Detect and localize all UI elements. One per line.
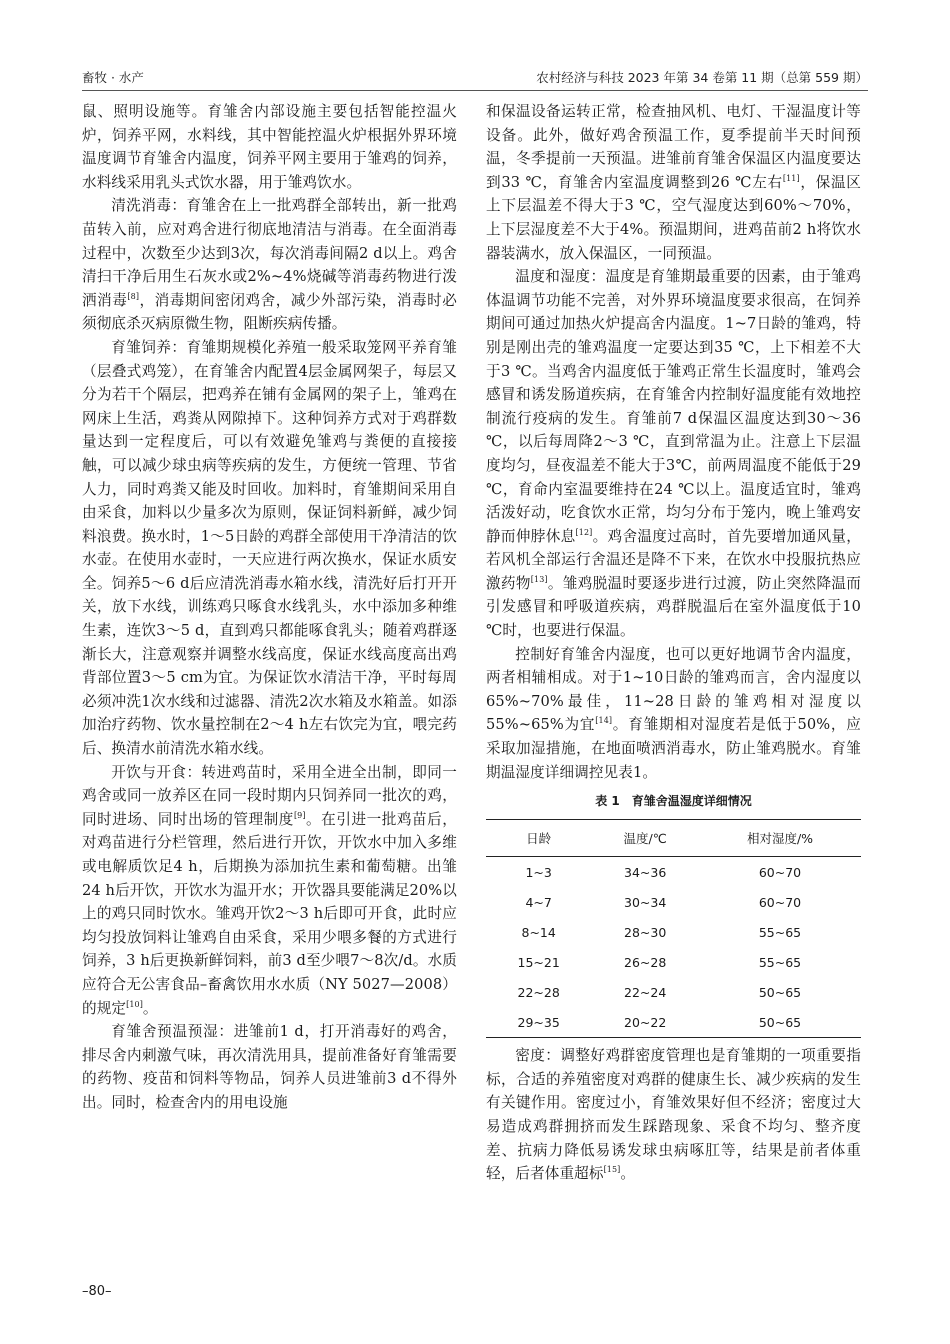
table-cell: 30~34	[624, 894, 667, 910]
temperature-humidity-table	[486, 819, 861, 1038]
table-cell: 8~14	[521, 924, 556, 940]
table-cell: 22~24	[624, 984, 667, 1000]
paragraph-text: 。育雏期相对湿度若是低于50%，应采取加湿措施，在地面喷洒消毒水，防止雏鸡脱水。育雏期温湿度详细调控见表1。	[486, 716, 861, 781]
paragraph-preheating: 育雏舍预温预湿：进雏前1 d，打开消毒好的鸡舍，排尽舍内刺激气味，再次清洗用具，提前准备好育雏需要的药物、疫苗和饲料等物品，饲养人员进雏前3 d不得外出。同时，检查舍内的用电设施	[82, 1023, 457, 1111]
table-cell: 4~7	[525, 894, 552, 910]
paragraph-preheating-cont	[486, 100, 861, 265]
table-cell: 60~70	[758, 864, 802, 880]
table-cell: 28~30	[624, 924, 667, 940]
table-cell: 55~65	[758, 924, 802, 940]
citation-14: [14]	[595, 716, 613, 726]
table-row	[486, 1007, 861, 1038]
table-row	[486, 977, 861, 1007]
paragraph-text: 控制好育雏舍内湿度，也可以更好地调节舍内温度，两者相辅相成。对于1~10日龄的雏鸡而言，舍内湿度以65%~70%最佳，11~28日龄的雏鸡相对湿度以55%~65%为宜	[486, 645, 861, 734]
table-cell: 60~70	[758, 894, 802, 910]
citation-9: [9]	[293, 810, 306, 820]
table-cell: 50~65	[758, 984, 802, 1000]
citation-8: [8]	[127, 291, 140, 301]
paragraph-brooding: 育雏饲养：育雏期规模化养殖一般采取笼网平养育雏（层叠式鸡笼），在育雏舍内配置4层金属网架子，每层又分为若干个隔层，把鸡养在铺有金属网的架子上，雏鸡在网床上生活，鸡粪从网隙掉下。这种饲养方式对于鸡群数量达到一定程度后，可以有效避免雏鸡与粪便的直接接触，可以减少球虫病等疾病的发生，方便统一管理、节省人力，同时鸡粪又能及时回收。加料时，育雏期间采用自由采食，加料以少量多次为原则，保证饲料新鲜，减少饲料浪费。换水时，1～5日龄的鸡群全部使用干净清洁的饮水壶。在使用水壶时，一天应进行两次换水，保证水质安全。饲养5～6 d后应清洗消毒水箱水线，清洗好后打开开关，放下水线，训练鸡只啄食水线乳头，水中添加多种维生素，连饮3～5 d，直到鸡只都能啄食乳头；随着鸡群逐渐长大，注意观察并调整水线高度，保证水线高度高出鸡背部位置3～5 cm为宜。为保证饮水清洁干净，平时每周必须冲洗1次水线和过滤器、清洗2次水箱及水箱盖。如添加治疗药物、饮水量控制在2～4 h左右饮完为宜，喂完药后、换清水前清洗水箱水线。	[82, 338, 457, 758]
citation-11: [11]	[782, 173, 800, 183]
paragraph-temperature	[486, 265, 861, 643]
paragraph-text: 密度：调整好鸡群密度管理也是育雏期的一项重要指标，合适的养殖密度对鸡群的健康生长、减少疾病的发生有关键作用。密度过小，育雏效果好但不经济；密度过大易造成鸡群拥挤而发生踩踏现象、采食不均匀、整齐度差、抗病力降低易诱发球虫病啄肛等，结果是前者体重轻，后者体重超标	[486, 1047, 861, 1183]
right-column	[486, 100, 861, 1186]
paragraph-text: 开饮与开食：转进鸡苗时，采用全进全出制，即同一鸡舍或同一放养区在同一段时期内只饲养同一批次的鸡，同时进场、同时出场的管理制度	[82, 763, 457, 828]
paragraph-text: ，消毒期间密闭鸡舍，减少外部污染，消毒时必须彻底杀灭病原微生物，阻断疾病传播。	[82, 291, 457, 333]
column-header: 相对湿度/%	[699, 820, 861, 857]
paragraph-text: ，保温区上下层温差不得大于3 ℃，空气湿度达到60%～70%，上下层湿度差不大于4%。预温期间，进鸡苗前2 h将饮水器装满水，放入保温区，一同预温。	[486, 173, 861, 262]
column-header: 温度/℃	[591, 820, 699, 857]
paragraph-density	[486, 1044, 861, 1186]
table-header-row	[486, 820, 861, 857]
table-cell: 34~36	[624, 864, 667, 880]
paragraph-first-feeding	[82, 761, 457, 1021]
table-row	[486, 947, 861, 977]
table-cell: 50~65	[699, 1007, 861, 1038]
citation-13: [13]	[530, 574, 548, 584]
paragraph-text: 和保温设备运转正常，检查抽风机、电灯、干湿温度计等设备。此外，做好鸡舍预温工作，夏季提前半天时间预温，冬季提前一天预温。进雏前育雏舍保温区内温度要达到33 ℃，育雏舍内室温度调整到26 ℃左右	[486, 103, 861, 191]
paragraph-text: 。	[142, 999, 158, 1017]
table-row	[486, 917, 861, 947]
table-cell: 22~28	[517, 984, 560, 1000]
table-row	[486, 887, 861, 917]
paragraph-text: 。在引进一批鸡苗后，对鸡苗进行分栏管理，然后进行开饮，开饮水中加入多维或电解质饮足4 h，后期换为添加抗生素和葡萄糖。出雏24 h后开饮，开饮水为温开水；开饮器具要能满足20%以上的鸡只同时饮水。雏鸡开饮2～3 h后即可开食，此时应均匀投放饲料让雏鸡自由采食，采用少喂多餐的方式进行饲养，3 h后更换新鲜饲料，前3 d至少喂7～8次/d。水质应符合无公害食品–畜禽饮用水水质（NY 5027—2008）的规定	[82, 810, 457, 1017]
table-cell: 15~21	[517, 954, 560, 970]
table-cell: 26~28	[624, 954, 667, 970]
paragraph-facilities-cont: 鼠、照明设施等。育雏舍内部设施主要包括智能控温火炉，饲养平网，水料线，其中智能控温火炉根据外界环境温度调节育雏舍内温度，饲养平网主要用于雏鸡的饲养，水料线采用乳头式饮水器，用于雏鸡饮水。	[82, 103, 457, 191]
table-row	[486, 857, 861, 888]
paragraph-text: 。雏鸡脱温时要逐步进行过渡，防止突然降温而引发感冒和呼吸道疾病，鸡群脱温后在室外温度低于10 ℃时，也要进行保温。	[486, 574, 861, 640]
table-caption: 表 1 育雏舍温湿度详细情况	[595, 794, 752, 809]
page-number: –80–	[82, 1284, 112, 1299]
paragraph-text: 。	[620, 1165, 636, 1183]
left-column	[82, 100, 457, 1115]
paragraph-humidity	[486, 643, 861, 785]
table-cell: 55~65	[758, 954, 802, 970]
paragraph-cleaning	[82, 194, 457, 336]
column-header: 日龄	[486, 820, 591, 857]
citation-15: [15]	[603, 1165, 621, 1175]
paragraph-text: 。鸡舍温度过高时，首先要增加通风量，若风机全部运行舍温还是降不下来，在饮水中投服抗热应激药物	[486, 527, 861, 592]
table-cell: 1~3	[525, 864, 552, 880]
paragraph-text: 清洗消毒：育雏舍在上一批鸡群全部转出，新一批鸡苗转入前，应对鸡舍进行彻底地清洁与消毒。在全面消毒过程中，次数至少达到3次，每次消毒间隔2 d以上。鸡舍清扫干净后用生石灰水或2%~4%烧碱等消毒药物进行泼洒消毒	[82, 197, 457, 309]
citation-10: [10]	[126, 999, 143, 1009]
table-cell: 29~35	[486, 1007, 591, 1038]
table-cell: 20~22	[591, 1007, 699, 1038]
running-header	[82, 60, 868, 91]
citation-12: [12]	[575, 527, 593, 537]
header-section: 畜牧 · 水产	[82, 70, 144, 85]
paragraph-text: 温度和湿度：温度是育雏期最重要的因素，由于雏鸡体温调节功能不完善，对外界环境温度要求很高，在饲养期间可通过加热火炉提高舍内温度。1~7日龄的雏鸡，特别是刚出壳的雏鸡温度一定要达到35 ℃，上下相差不大于3 ℃。当鸡舍内温度低于雏鸡正常生长温度时，雏鸡会感冒和诱发肠道疾病，在育雏舍内控制好温度能有效地控制流行疫病的发生。育雏前7 d保温区温度达到30～36 ℃，以后每周降2～3 ℃，直到常温为止。注意上下层温度均匀，昼夜温差不能大于3℃，前两周温度不能低于29 ℃，育命内室温要维持在24 ℃以上。温度适宜时，雏鸡活泼好动，吃食饮水正常，均匀分布于笼内，晚上雏鸡安静而伸脖休息	[486, 268, 861, 545]
header-journal-info: 农村经济与科技 2023 年第 34 卷第 11 期（总第 559 期）	[536, 70, 868, 85]
